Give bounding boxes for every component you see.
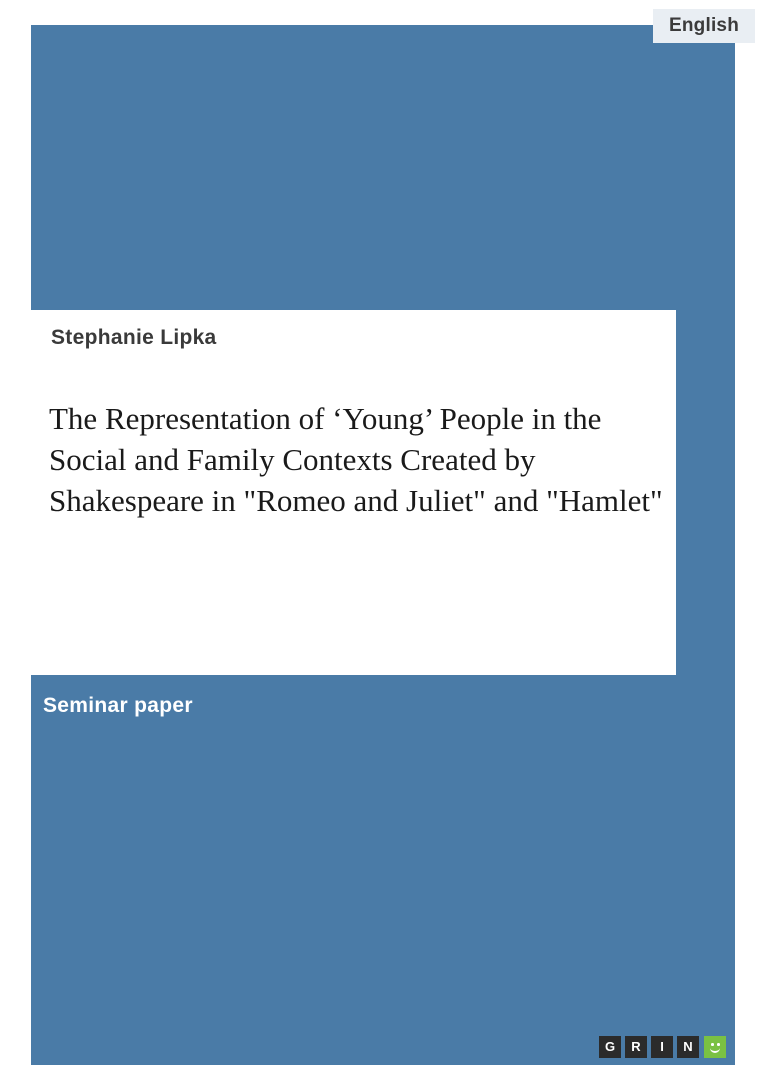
logo-letter-i: I	[651, 1036, 673, 1058]
grin-logo	[599, 1036, 726, 1058]
logo-letter-g: G	[599, 1036, 621, 1058]
page-title: The Representation of ‘Young’ People in the Social and Family Contexts Created by Shakespeare in "Romeo and Juliet" and "Hamlet"	[49, 401, 663, 518]
document-type-label: Seminar paper	[43, 694, 193, 717]
logo-letter-r: R	[625, 1036, 647, 1058]
logo-letter-n: N	[677, 1036, 699, 1058]
language-badge: English	[653, 9, 755, 43]
smiley-face-icon	[704, 1036, 726, 1058]
author-name: Stephanie Lipka	[51, 326, 217, 349]
